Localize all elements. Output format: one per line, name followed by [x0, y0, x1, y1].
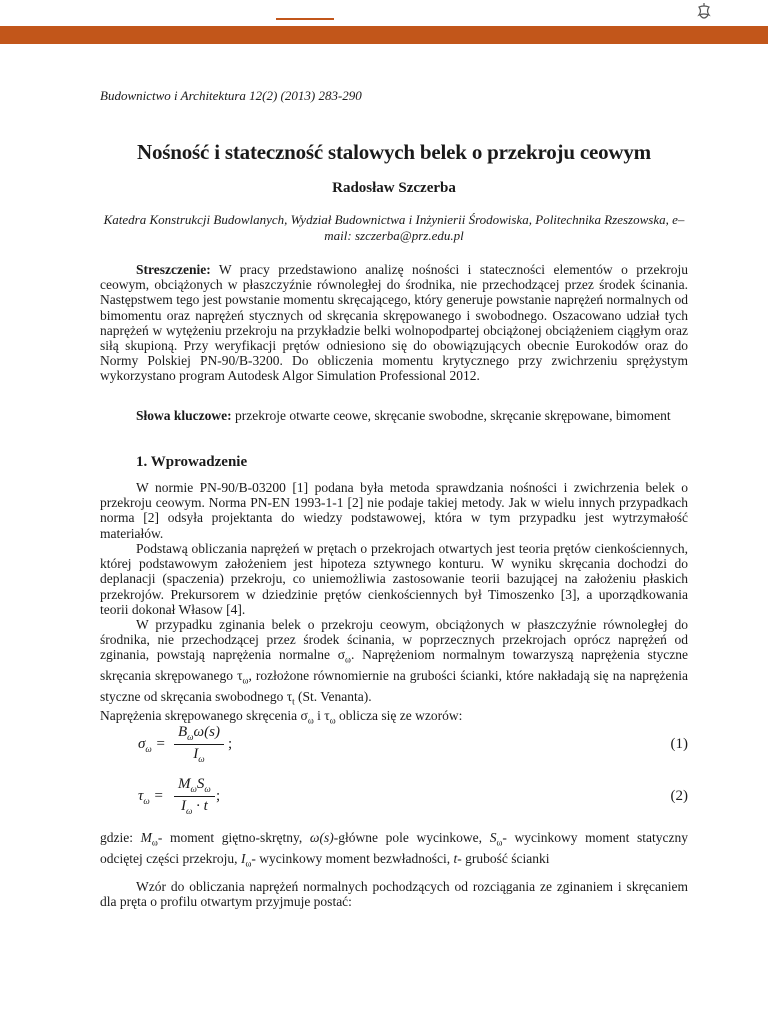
equation-legend: gdzie: $M_\omega-$ moment giętno-skrętny, ω(s)-główne pole wycinkowe, $S_\omega-$ wycinkowy moment statyczny odciętej części przekroju, $I_\omega-$ wycinkowy moment bezwładności, t- grubość ścianki: [100, 830, 688, 869]
apple-core-icon[interactable]: [696, 2, 712, 22]
author-affiliation: Katedra Konstrukcji Budowlanych, Wydział Budownictwa i Inżynierii Środowiska, Politechnika Rzeszowska, e–mail: szczerba@prz.edu.pl: [103, 212, 685, 243]
abstract-label: Streszczenie:: [136, 262, 211, 277]
equation-2-number: (2): [670, 788, 688, 804]
paper-title: Nośność i stateczność stalowych belek o przekroju ceowym: [137, 140, 651, 164]
equation-1-number: (1): [670, 736, 688, 752]
top-bar-accent-line: [276, 18, 334, 20]
top-bar-band: [0, 26, 768, 44]
keywords-label: Słowa kluczowe:: [136, 408, 232, 423]
paragraph-3: W przypadku zginania belek o przekroju ceowym, obciążonych w płaszczyźnie równoległej do środnika, nie przechodzącej przez środek ścinania, w poprzecznych przekrojach oprócz naprężeń od zginania, powstają naprężenia normalne $\sigma_\omega$. Naprężeniom normalnym towarzyszą naprężenia styczne skręcania skrępowanego $\tau_\omega$, rozłożone równomiernie na grubości ścianki, które nakładają się na naprężenia styczne od skręcania swobodnego $\tau_t$ (St. Venanta).: [100, 617, 689, 707]
keywords-text: przekroje otwarte ceowe, skręcanie swobodne, skręcanie skrępowane, bimoment: [231, 408, 671, 423]
section-heading: 1. Wprowadzenie: [136, 454, 248, 470]
paragraph-4: Naprężenia skrępowanego skręcenia $\sigma_\omega$ i $\tau_\omega$ oblicza się ze wzorów:: [100, 708, 463, 726]
journal-citation: Budownictwo i Architektura 12(2) (2013) 283-290: [100, 88, 362, 103]
equation-1-lhs: $\sigma_\omega$ =: [138, 736, 166, 754]
author-name: Radosław Szczerba: [332, 180, 456, 196]
equation-1-fraction: $B_\omega\omega(s)$ $I_\omega$: [174, 724, 224, 764]
abstract-text: W pracy przedstawiono analizę nośności i stateczności elementów o przekroju ceowym, obciążonych w płaszczyźnie równoległej do środnika, nie przechodzącej przez środek ścinania. Następstwem tego jest powstanie momentu skręcającego, który generuje powstanie naprężeń normalnych od bimomentu oraz naprężeń stycznych od skręcania skrępowanego i swobodnego. Oszacowano udział tych naprężeń w wytężeniu przekroju na przykładzie belki wolnopodpartej obciążonej obciążeniem ciągłym oraz siłą skupioną. Przy weryfikacji prętów odniesiono się do obowiązujących obecnie Eurokodów oraz do Normy Polskiej PN-90/B-3200. Do obliczenia momentu krytycznego przy zwichrzeniu sprężystym wykorzystano program Autodesk Algor Simulation Professional 2012.: [100, 262, 688, 384]
top-bar: [0, 0, 768, 44]
equation-2: $\tau_\omega$ = $M_\omega S_\omega$ $I_\omega \cdot t$ ; (2): [138, 776, 688, 816]
equation-2-fraction: $M_\omega S_\omega$ $I_\omega \cdot t$: [174, 776, 215, 816]
equation-1: $\sigma_\omega$ = $B_\omega\omega(s)$ $I_\omega$ ; (1): [138, 724, 688, 764]
keywords: [100, 408, 688, 423]
abstract: [100, 262, 688, 384]
paragraph-1: W normie PN-90/B-03200 [1] podana była metoda sprawdzania nośności i zwichrzenia belek o przekroju ceowym. Norma PN-EN 1993-1-1 [2] nie podaje takiej metody. Jak w wielu innych przypadkach norma [2] odsyła projektanta do wiedzy podstawowej, która w tym przypadku jest wytrzymałość materiałów.: [100, 480, 688, 541]
equation-2-lhs: $\tau_\omega$ =: [138, 788, 164, 806]
paragraph-5: Wzór do obliczania naprężeń normalnych pochodzących od rozciągania ze zginaniem i skręcaniem dla pręta o profilu otwartym przyjmuje postać:: [100, 879, 688, 910]
paragraph-2: Podstawą obliczania naprężeń w prętach o przekrojach otwartych jest teoria prętów cienkościennych, której podstawowym założeniem jest hipoteza sztywnego konturu. W wyniku skręcania dochodzi do deplanacji (spaczenia) przekroju, co uniemożliwia zastosowanie teorii bazującej na założeniu płaskich przekrojów. Prekursorem w dziedzinie prętów cienkościennych był Timoszenko [3], a uporządkowania teorii dokonał Własow [4].: [100, 541, 688, 617]
